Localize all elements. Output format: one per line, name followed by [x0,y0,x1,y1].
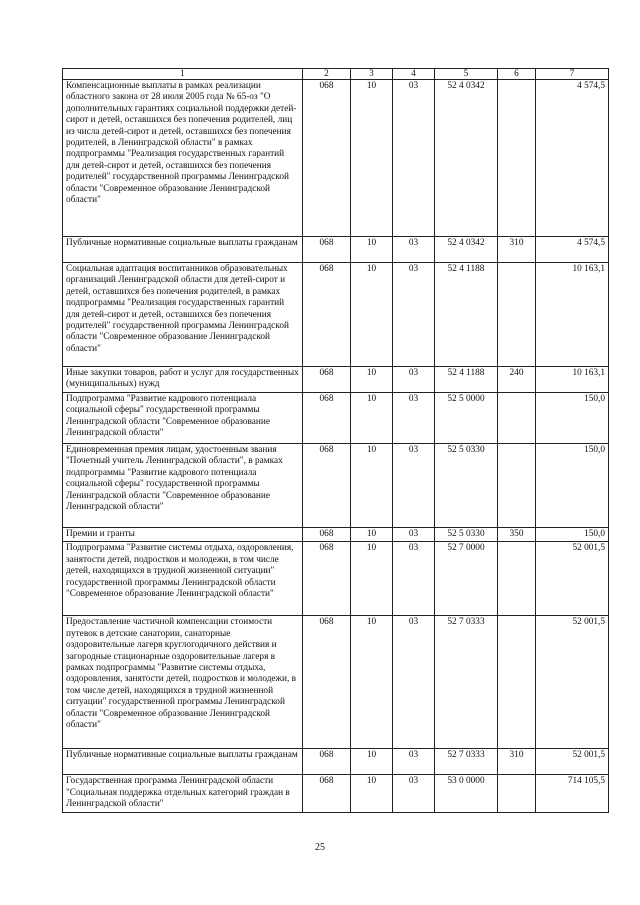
dept-code: 068 [303,393,351,444]
amount: 150,0 [536,444,609,528]
row-description: Иные закупки товаров, работ и услуг для государственных (муниципальных) нужд [63,367,303,393]
page-number: 25 [315,842,325,853]
target-article-code: 52 4 0342 [435,80,498,237]
subsection-code: 03 [393,263,435,367]
expense-type-code [498,393,536,444]
expense-type-code: 310 [498,237,536,263]
dept-code: 068 [303,367,351,393]
table-row [63,393,609,444]
target-article-code: 52 4 1188 [435,367,498,393]
target-article-code: 52 7 0333 [435,616,498,749]
subsection-code: 03 [393,393,435,444]
row-description: Предоставление частичной компенсации стоимости путевок в детские санатории, санаторные оздоровительные лагеря круглогодичного действия и загородные стационарные оздоровительные лагеря в рамках подпрограммы "Развитие системы отдыха, оздоровления, занятости детей, подростков и молодежи, в том числе детей, находящихся в трудной жизненной ситуации" государственной программы Ленинградской области "Современное образование Ленинградской области" [63,616,303,749]
expense-type-code [498,80,536,237]
expense-type-code: 310 [498,749,536,775]
target-article-code: 52 5 0330 [435,528,498,542]
row-description: Единовременная премия лицам, удостоенным звания "Почетный учитель Ленинградской области", в рамках подпрограммы "Развитие кадрового потенциала социальной сферы" государственной программы Ленинградской области "Современное образование Ленинградской области" [63,444,303,528]
dept-code: 068 [303,775,351,813]
expense-type-code: 350 [498,528,536,542]
table-row [63,616,609,749]
column-header: 1 [63,69,303,80]
budget-table [62,68,609,813]
subsection-code: 03 [393,542,435,616]
dept-code: 068 [303,542,351,616]
amount: 10 163,1 [536,367,609,393]
dept-code: 068 [303,444,351,528]
subsection-code: 03 [393,367,435,393]
amount: 52 001,5 [536,616,609,749]
row-description: Премии и гранты [63,528,303,542]
expense-type-code [498,444,536,528]
subsection-code: 03 [393,237,435,263]
amount: 150,0 [536,528,609,542]
table-row [63,80,609,237]
expense-type-code [498,775,536,813]
subsection-code: 03 [393,444,435,528]
table-row [63,367,609,393]
dept-code: 068 [303,263,351,367]
target-article-code: 52 5 0000 [435,393,498,444]
table-row [63,444,609,528]
row-description: Компенсационные выплаты в рамках реализации областного закона от 28 июля 2005 года № 65-оз "О дополнительных гарантиях социальной поддержки детей-сирот и детей, оставшихся без попечения родителей, лиц из числа детей-сирот и детей, оставшихся без попечения родителей, в Ленинградской области" в рамках подпрограммы "Реализация государственных гарантий для детей-сирот и детей, оставшихся без попечения родителей" государственной программы Ленинградской области "Современное образование Ленинградской области" [63,80,303,237]
dept-code: 068 [303,616,351,749]
table-row [63,237,609,263]
amount: 4 574,5 [536,80,609,237]
section-code: 10 [351,80,393,237]
column-header: 6 [498,69,536,80]
dept-code: 068 [303,749,351,775]
amount: 4 574,5 [536,237,609,263]
column-header: 5 [435,69,498,80]
row-description: Социальная адаптация воспитанников образовательных организаций Ленинградской области для детей-сирот и детей, оставшихся без попечения родителей, в рамках подпрограммы "Реализация государственных гарантий для детей-сирот и детей, оставшихся без попечения родителей" государственной программы Ленинградской области "Современное образование Ленинградской области" [63,263,303,367]
amount: 52 001,5 [536,749,609,775]
expense-type-code: 240 [498,367,536,393]
target-article-code: 52 4 0342 [435,237,498,263]
subsection-code: 03 [393,616,435,749]
section-code: 10 [351,367,393,393]
section-code: 10 [351,749,393,775]
table-row [63,775,609,813]
section-code: 10 [351,616,393,749]
column-header: 3 [351,69,393,80]
amount: 52 001,5 [536,542,609,616]
amount: 150,0 [536,393,609,444]
subsection-code: 03 [393,80,435,237]
dept-code: 068 [303,528,351,542]
section-code: 10 [351,237,393,263]
dept-code: 068 [303,237,351,263]
table-row [63,749,609,775]
header-row [63,69,609,80]
column-header: 4 [393,69,435,80]
expense-type-code [498,616,536,749]
expense-type-code [498,542,536,616]
row-description: Публичные нормативные социальные выплаты гражданам [63,749,303,775]
section-code: 10 [351,393,393,444]
section-code: 10 [351,775,393,813]
section-code: 10 [351,444,393,528]
expense-type-code [498,263,536,367]
target-article-code: 52 5 0330 [435,444,498,528]
section-code: 10 [351,528,393,542]
row-description: Подпрограмма "Развитие кадрового потенциала социальной сферы" государственной программы Ленинградской области "Современное образование Ленинградской области" [63,393,303,444]
subsection-code: 03 [393,775,435,813]
target-article-code: 52 4 1188 [435,263,498,367]
table-row [63,542,609,616]
column-header: 7 [536,69,609,80]
dept-code: 068 [303,80,351,237]
target-article-code: 53 0 0000 [435,775,498,813]
row-description: Подпрограмма "Развитие системы отдыха, оздоровления, занятости детей, подростков и молодежи, в том числе детей, находящихся в трудной жизненной ситуации" государственной программы Ленинградской области "Современное образование Ленинградской области" [63,542,303,616]
amount: 714 105,5 [536,775,609,813]
subsection-code: 03 [393,749,435,775]
target-article-code: 52 7 0333 [435,749,498,775]
row-description: Государственная программа Ленинградской области "Социальная поддержка отдельных категорий граждан в Ленинградской области" [63,775,303,813]
subsection-code: 03 [393,528,435,542]
column-header: 2 [303,69,351,80]
table-row [63,263,609,367]
amount: 10 163,1 [536,263,609,367]
row-description: Публичные нормативные социальные выплаты гражданам [63,237,303,263]
target-article-code: 52 7 0000 [435,542,498,616]
table-row [63,528,609,542]
section-code: 10 [351,263,393,367]
section-code: 10 [351,542,393,616]
